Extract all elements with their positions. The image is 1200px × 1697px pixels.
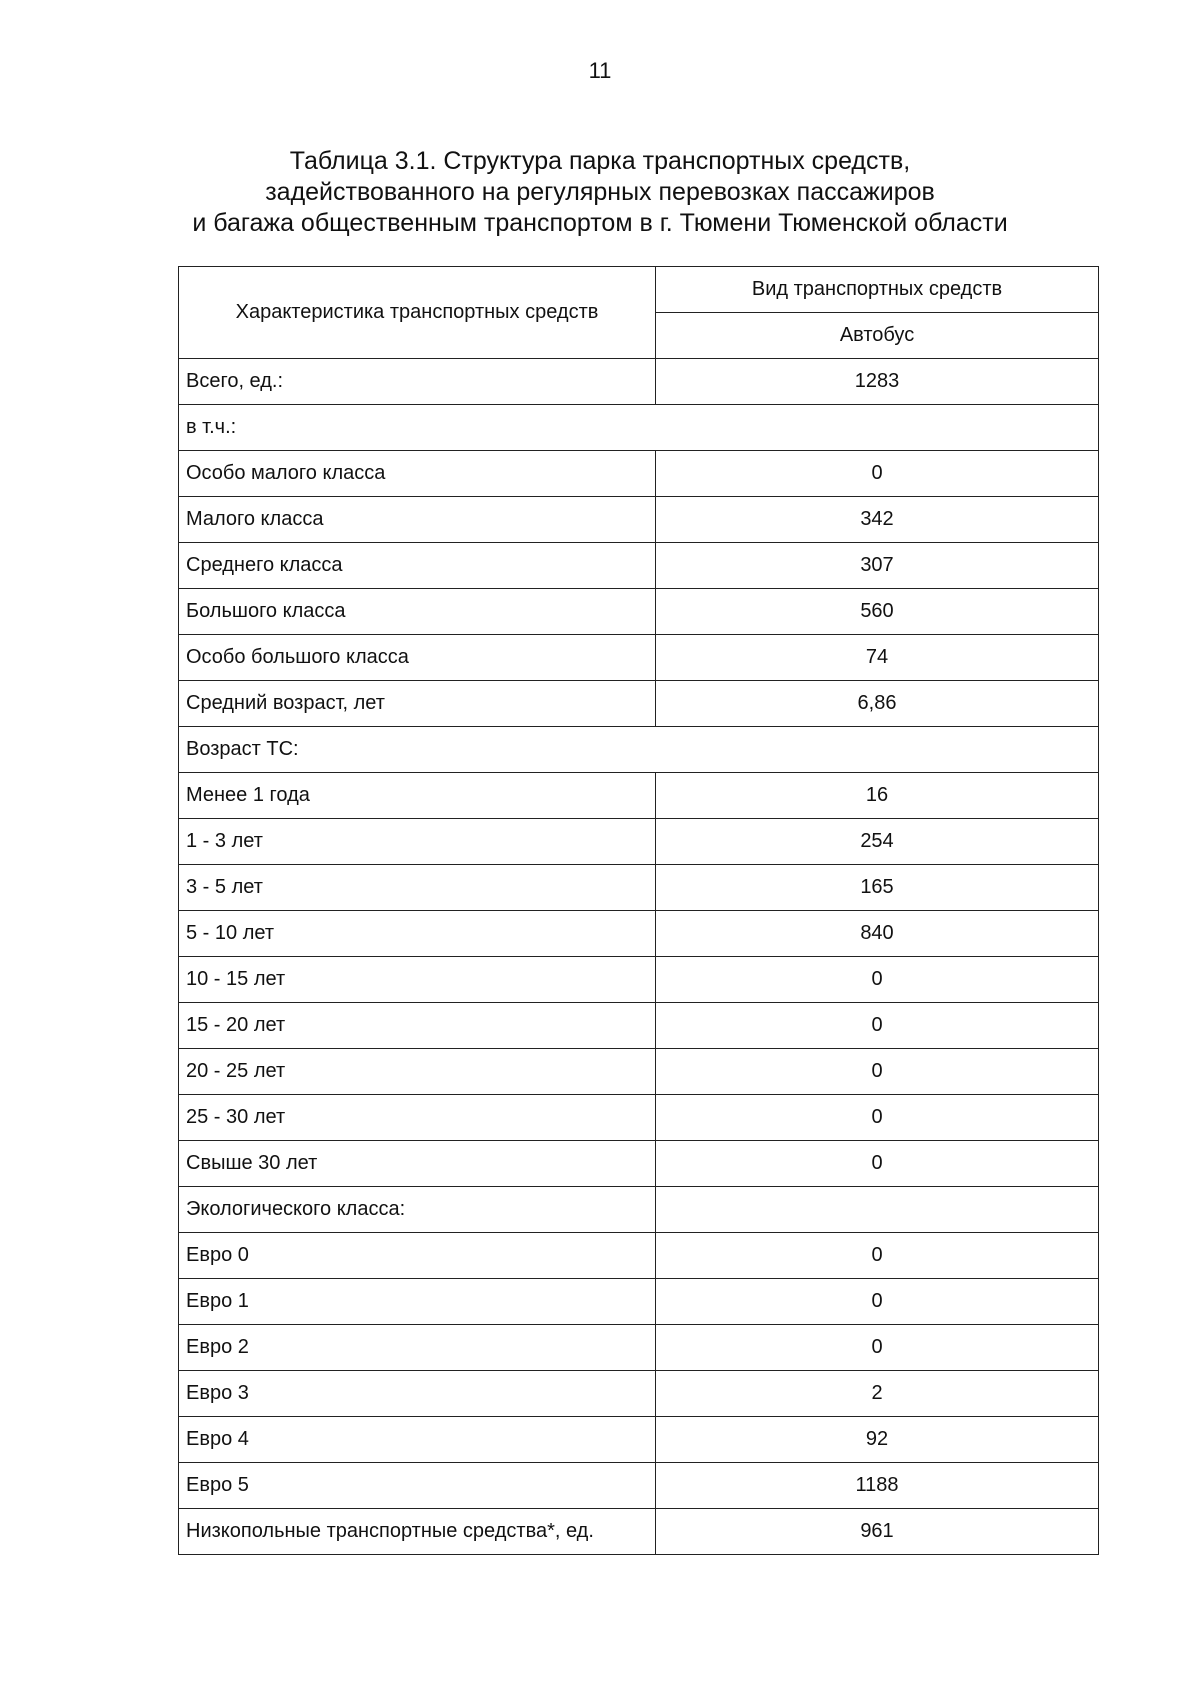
row-label: Экологического класса: (179, 1187, 656, 1233)
table-row (179, 451, 1099, 497)
table-row (179, 359, 1099, 405)
row-value: 16 (656, 773, 1099, 819)
row-label: Евро 1 (179, 1279, 656, 1325)
row-label: Евро 2 (179, 1325, 656, 1371)
row-value: 0 (656, 1095, 1099, 1141)
table-row (179, 1279, 1099, 1325)
row-value: 92 (656, 1417, 1099, 1463)
table-row (179, 773, 1099, 819)
row-label: Свыше 30 лет (179, 1141, 656, 1187)
row-value: 0 (656, 1141, 1099, 1187)
row-value: 961 (656, 1509, 1099, 1555)
table-row (179, 1371, 1099, 1417)
row-label: 3 - 5 лет (179, 865, 656, 911)
row-value: 165 (656, 865, 1099, 911)
row-value: 6,86 (656, 681, 1099, 727)
row-value: 0 (656, 957, 1099, 1003)
row-value: 1283 (656, 359, 1099, 405)
row-value: 74 (656, 635, 1099, 681)
table-row (179, 957, 1099, 1003)
table-row (179, 1141, 1099, 1187)
caption-line: задействованного на регулярных перевозках пассажиров (265, 178, 935, 206)
row-label: 1 - 3 лет (179, 819, 656, 865)
row-value (656, 1187, 1099, 1233)
table-row (179, 865, 1099, 911)
table-row (179, 681, 1099, 727)
table-row (179, 911, 1099, 957)
row-label: Особо большого класса (179, 635, 656, 681)
row-value: 1188 (656, 1463, 1099, 1509)
header-bus: Автобус (656, 313, 1099, 359)
table-row (179, 1003, 1099, 1049)
page-number: 11 (588, 58, 612, 83)
table-row (179, 819, 1099, 865)
row-label: Среднего класса (179, 543, 656, 589)
vehicle-fleet-table (178, 266, 1099, 1555)
row-label: Малого класса (179, 497, 656, 543)
header-characteristic: Характеристика транспортных средств (179, 267, 656, 359)
table-row (179, 1095, 1099, 1141)
table-row (179, 405, 1099, 451)
row-label: Низкопольные транспортные средства*, ед. (179, 1509, 656, 1555)
row-value: 0 (656, 1049, 1099, 1095)
table-row (179, 589, 1099, 635)
row-value: 0 (656, 1003, 1099, 1049)
row-label: Евро 3 (179, 1371, 656, 1417)
row-label: в т.ч.: (179, 405, 1099, 451)
table-row (179, 1187, 1099, 1233)
row-label: Большого класса (179, 589, 656, 635)
table-row (179, 635, 1099, 681)
row-value: 560 (656, 589, 1099, 635)
row-value: 0 (656, 1233, 1099, 1279)
row-value: 0 (656, 1279, 1099, 1325)
table-row (179, 1233, 1099, 1279)
row-label: 20 - 25 лет (179, 1049, 656, 1095)
row-label: 5 - 10 лет (179, 911, 656, 957)
row-label: Евро 4 (179, 1417, 656, 1463)
table-row (179, 1463, 1099, 1509)
table-row (179, 1049, 1099, 1095)
caption-line: и багажа общественным транспортом в г. Тюмени Тюменской области (192, 209, 1008, 237)
row-value: 0 (656, 451, 1099, 497)
header-row (179, 267, 1099, 313)
row-value: 2 (656, 1371, 1099, 1417)
table-row (179, 727, 1099, 773)
caption-line: Таблица 3.1. Структура парка транспортных средств, (289, 147, 911, 175)
row-label: Всего, ед.: (179, 359, 656, 405)
header-vehicle-type: Вид транспортных средств (656, 267, 1099, 313)
row-label: Евро 5 (179, 1463, 656, 1509)
row-label: Средний возраст, лет (179, 681, 656, 727)
row-label: Евро 0 (179, 1233, 656, 1279)
table-caption (150, 146, 1050, 239)
table-row (179, 543, 1099, 589)
table-row (179, 497, 1099, 543)
row-value: 307 (656, 543, 1099, 589)
row-value: 254 (656, 819, 1099, 865)
row-label: Особо малого класса (179, 451, 656, 497)
table-row (179, 1325, 1099, 1371)
row-value: 840 (656, 911, 1099, 957)
row-label: 10 - 15 лет (179, 957, 656, 1003)
row-label: 15 - 20 лет (179, 1003, 656, 1049)
row-label: Менее 1 года (179, 773, 656, 819)
table-row (179, 1509, 1099, 1555)
row-value: 342 (656, 497, 1099, 543)
table-row (179, 1417, 1099, 1463)
row-value: 0 (656, 1325, 1099, 1371)
row-label: Возраст ТС: (179, 727, 1099, 773)
row-label: 25 - 30 лет (179, 1095, 656, 1141)
